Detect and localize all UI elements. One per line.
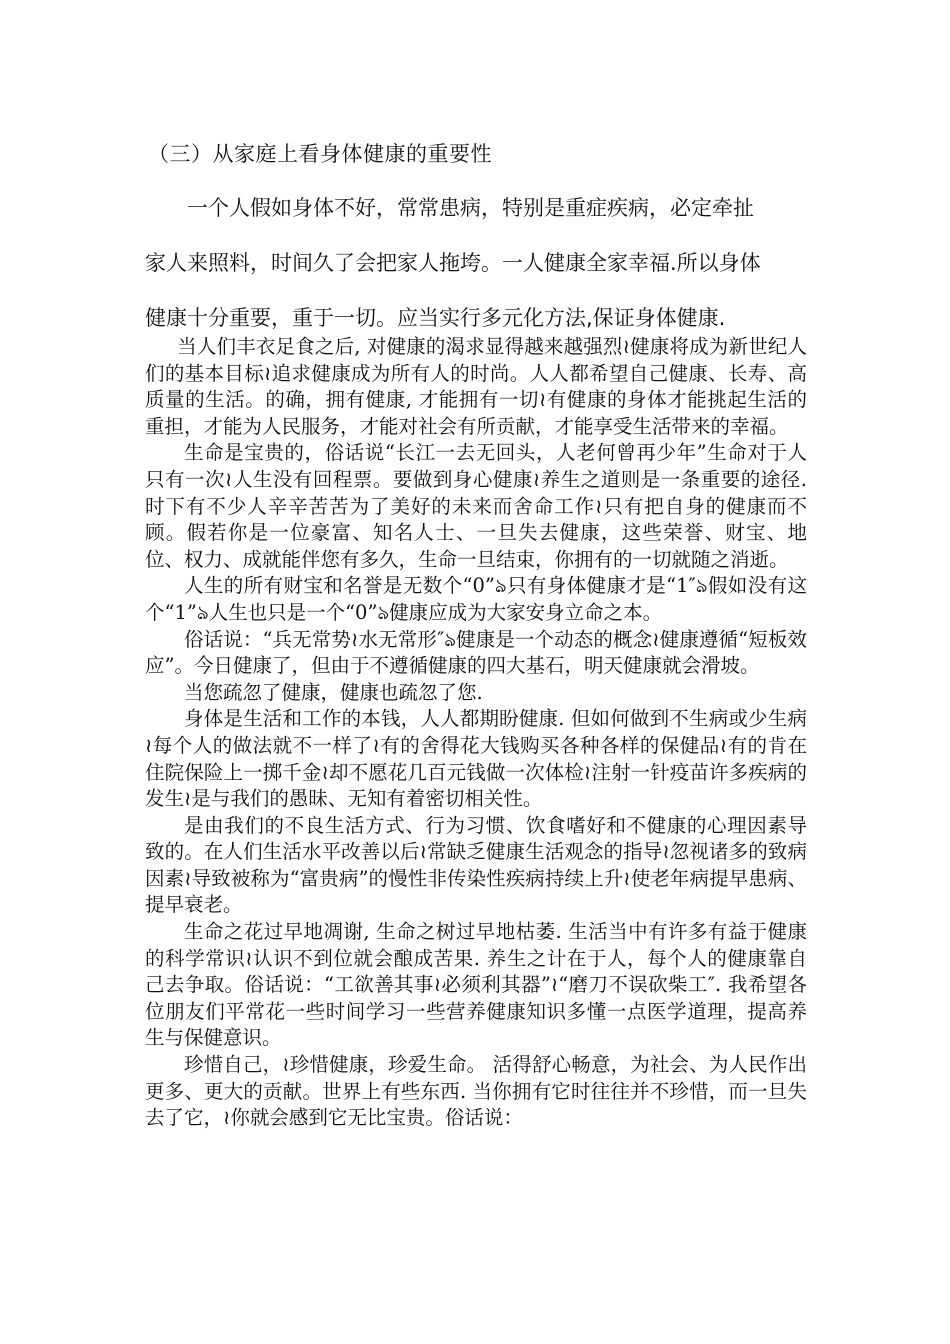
- body-paragraph: 生命是宝贵的，俗话说“长江一去无回头，人老何曾再少年”生命对于人只有一次≀人生没有回程票。要做到身心健康≀养生之道则是一条重要的途径. 时下有不少人辛辛苦苦为了美好的未来而舍命工作≀只有把自身的健康而不顾。假若你是一位豪富、知名人士、一旦失去健康，这些荣誉、财宝、地位、权力、成就能伴您有多久，生命一旦结束，你拥有的一切就随之消逝。: [145, 441, 807, 571]
- body-paragraph: 当人们丰衣足食之后, 对健康的渴求显得越来越强烈≀健康将成为新世纪人们的基本目标≀追求健康成为所有人的时尚。人人都希望自己健康、长寿、高质量的生活。的确，拥有健康, 才能拥有一切≀有健康的身体才能挑起生活的重担，才能为人民服务，才能对社会有所贡献，才能享受生活带来的幸福。: [145, 335, 807, 438]
- body-paragraph: 是由我们的不良生活方式、行为习惯、饮食嗜好和不健康的心理因素导致的。在人们生活水平改善以后≀常缺乏健康生活观念的指导≀忽视诸多的致病因素≀导致被称为“富贵病”的慢性非传染性疾病持续上升≀使老年病提早患病、提早衰老。: [145, 813, 807, 917]
- section-heading: （三）从家庭上看身体健康的重要性: [148, 142, 492, 166]
- intro-line: 健康十分重要，重于一切。应当实行多元化方法,保证身体健康.: [145, 306, 726, 330]
- body-paragraph: 当您疏忽了健康，健康也疏忽了您.: [184, 680, 483, 704]
- body-paragraph: 身体是生活和工作的本钱，人人都期盼健康. 但如何做到不生病或少生病≀每个人的做法就不一样了≀有的舍得花大钱购买各种各样的保健品≀有的肯在住院保险上一掷千金≀却不愿花几百元钱做一次体检≀注射一针疫苗许多疾病的发生≀是与我们的愚昧、无知有着密切相关性。: [145, 707, 807, 811]
- body-paragraph: 珍惜自己，≀珍惜健康，珍爱生命。 活得舒心畅意，为社会、为人民作出更多、更大的贡献。世界上有些东西. 当你拥有它时往往并不珍惜，而一旦失去了它，≀你就会感到它无比宝贵。俗话说：: [145, 1053, 807, 1130]
- body-paragraph: 人生的所有财宝和名誉是无数个“0”ঌ只有身体健康才是“1″ঌ假如没有这个“1”ঌ人生也只是一个“0”ঌ健康应成为大家安身立命之本。: [145, 574, 807, 624]
- intro-line: 家人来照料，时间久了会把家人拖垮。一人健康全家幸福.所以身体: [145, 251, 761, 275]
- body-paragraph: 俗话说：“兵无常势≀水无常形″ঌ健康是一个动态的概念≀健康遵循“短板效应”。今日健康了，但由于不遵循健康的四大基石，明天健康就会滑坡。: [145, 627, 807, 678]
- body-paragraph: 生命之花过早地凋谢, 生命之树过早地枯萎. 生活当中有许多有益于健康的科学常识≀认识不到位就会酿成苦果. 养生之计在于人，每个人的健康靠自己去争取。俗话说：“工欲善其事≀必须利其器”≀“磨刀不误砍柴工″. 我希望各位朋友们平常花一些时间学习一些营养健康知识多懂一点医学道理，提高养生与保健意识。: [145, 920, 807, 1050]
- body-text: [145, 334, 807, 1132]
- intro-paragraph: [145, 181, 815, 346]
- intro-line: 一个人假如身体不好，常常患病，特别是重症疾病，必定牵扯: [187, 196, 754, 220]
